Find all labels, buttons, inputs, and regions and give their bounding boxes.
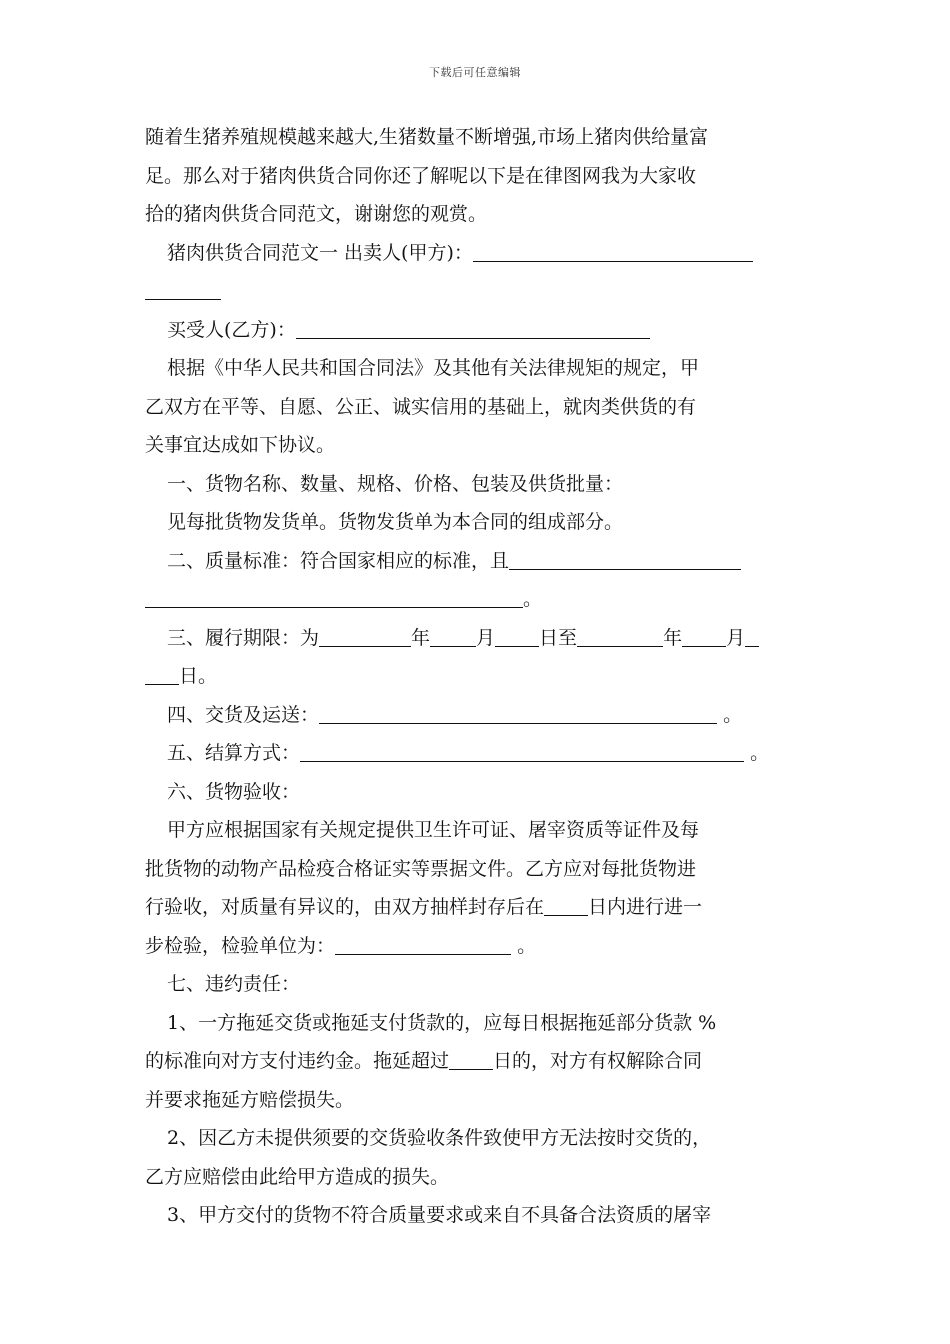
clause-7-1-line-3: 并要求拖延方赔偿损失。 <box>145 1088 355 1111</box>
basis-line-3: 关事宜达成如下协议。 <box>145 434 336 456</box>
section-4-blank <box>319 696 717 724</box>
section-6-line-2: 批货物的动物产品检疫合格证实等票据文件。乙方应对每批货物进 <box>145 857 697 880</box>
basis-line-1: 根据《中华人民共和国合同法》及其他有关法律规矩的规定，甲 <box>167 357 700 379</box>
seller-line <box>145 234 810 273</box>
seller-blank-cont <box>145 272 221 300</box>
section-3-month2-blank <box>682 619 726 647</box>
seller-blank <box>473 234 753 262</box>
intro-line-2: 足。那么对于猪肉供货合同你还了解呢以下是在律图网我为大家收 <box>145 164 697 187</box>
section-3-label: 三、履行期限：为 <box>167 626 320 649</box>
section-6-line-3-end: 日内进行进一 <box>588 896 703 918</box>
section-3-month: 月 <box>476 626 496 649</box>
buyer-label: 买受人(乙方)： <box>167 318 296 341</box>
section-2-end: 。 <box>523 588 543 610</box>
intro-line-1: 随着生猪养殖规模越来越大,生猪数量不断增强,市场上猪肉供给量富 <box>145 126 709 148</box>
section-3-year2: 年 <box>663 626 683 649</box>
clause-7-1-line-2-end: 日的，对方有权解除合同 <box>493 1050 703 1072</box>
section-1-title: 一、货物名称、数量、规格、价格、包装及供货批量： <box>167 472 624 495</box>
section-6-title: 六、货物验收： <box>167 780 301 803</box>
section-3-year2-blank <box>577 619 663 647</box>
clause-7-2-line-2: 乙方应赔偿由此给甲方造成的损失。 <box>145 1165 450 1188</box>
section-6-line-3 <box>145 888 810 927</box>
clause-7-1-line-2 <box>145 1042 810 1081</box>
section-5-line <box>145 734 810 773</box>
section-6-line-1: 甲方应根据国家有关规定提供卫生许可证、屠宰资质等证件及每 <box>167 819 700 841</box>
section-2-label: 二、质量标准：符合国家相应的标准，且 <box>167 549 510 572</box>
section-5-label: 五、结算方式： <box>167 742 301 764</box>
section-1-text: 见每批货物发货单。货物发货单为本合同的组成部分。 <box>167 511 624 533</box>
clause-7-1-line-2-text: 的标准向对方支付违约金。拖延超过 <box>145 1050 450 1072</box>
section-3-month-blank <box>430 619 476 647</box>
section-4-end: 。 <box>723 703 743 726</box>
section-6-line-4-text: 步检验，检验单位为： <box>145 934 336 957</box>
section-3-day2-blank <box>745 619 759 647</box>
clause-7-3-line-1: 3、甲方交付的货物不符合质量要求或来自不具备合法资质的屠宰 <box>167 1204 712 1226</box>
clause-7-2-line-1: 2、因乙方未提供须要的交货验收条件致使甲方无法按时交货的， <box>167 1127 712 1149</box>
buyer-line <box>145 311 810 350</box>
clause-7-1-days-blank <box>449 1042 493 1070</box>
section-6-days-blank <box>544 888 588 916</box>
section-2-blank-cont <box>145 580 523 608</box>
seller-label: 猪肉供货合同范文一 出卖人(甲方)： <box>167 241 473 264</box>
intro-line-3: 拾的猪肉供货合同范文，谢谢您的观赏。 <box>145 203 488 225</box>
section-6-line-4 <box>145 927 810 966</box>
section-3-year: 年 <box>411 626 431 649</box>
buyer-blank <box>296 311 650 339</box>
section-6-unit-blank <box>335 927 511 955</box>
section-7-title: 七、违约责任： <box>167 973 301 995</box>
section-3-day-blank <box>495 619 539 647</box>
section-2-line <box>145 542 810 581</box>
document-body <box>145 118 810 1235</box>
basis-line-2: 乙双方在平等、自愿、公正、诚实信用的基础上，就肉类供货的有 <box>145 395 697 418</box>
section-6-line-4-end: 。 <box>517 934 537 957</box>
section-5-end: 。 <box>750 742 770 764</box>
seller-line-cont <box>145 272 810 311</box>
section-5-blank <box>300 734 744 762</box>
section-3-year-blank <box>319 619 411 647</box>
section-3-day2-blank-cont <box>145 657 179 685</box>
section-3-line <box>145 619 810 658</box>
clause-7-1-line-1: 1、一方拖延交货或拖延支付货款的，应每日根据拖延部分货款 % <box>167 1011 717 1034</box>
section-2-blank <box>509 542 741 570</box>
section-3-month2: 月 <box>726 626 746 649</box>
section-4-label: 四、交货及运送： <box>167 703 320 726</box>
section-4-line <box>145 696 810 735</box>
section-3-day-to: 日至 <box>539 626 578 649</box>
section-6-line-3-text: 行验收，对质量有异议的，由双方抽样封存后在 <box>145 896 545 918</box>
page-header: 下载后可任意编辑 <box>429 66 521 79</box>
section-3-line-cont <box>145 657 810 696</box>
section-2-line-cont <box>145 580 810 619</box>
section-3-day-end: 日。 <box>179 665 218 687</box>
